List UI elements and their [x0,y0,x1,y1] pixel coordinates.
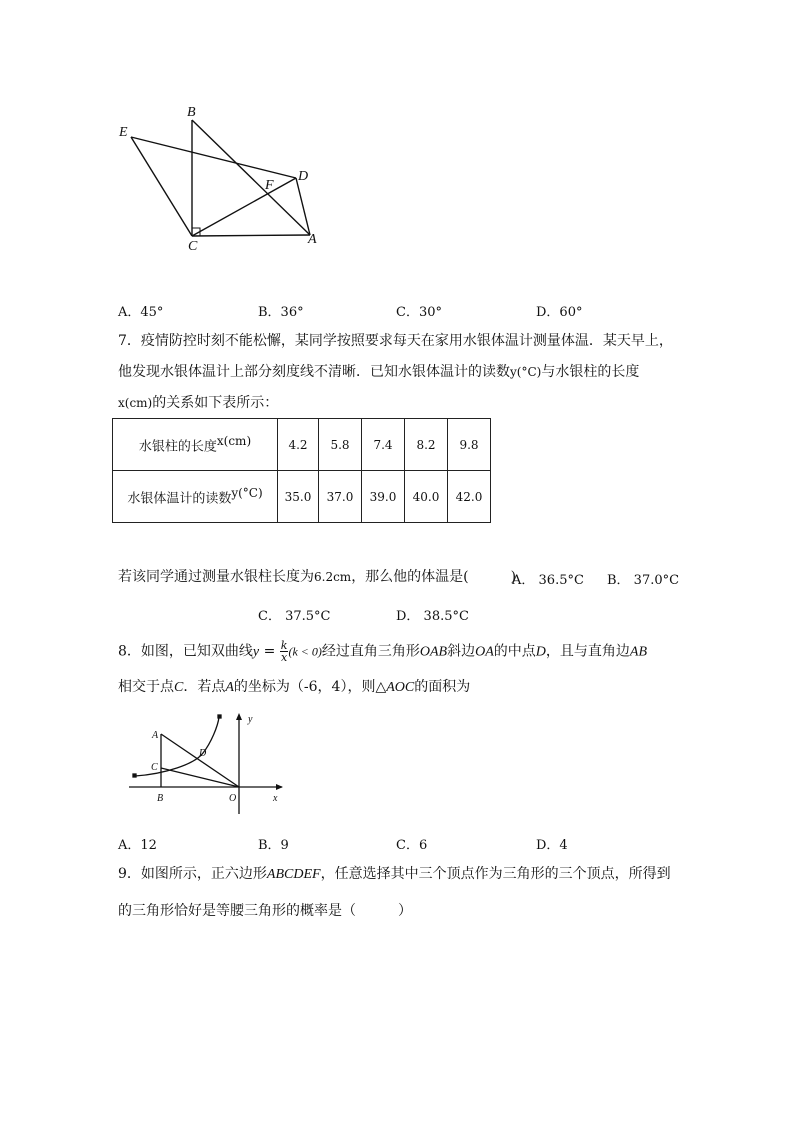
label-e: E [119,125,128,140]
q7-line-3 [118,393,278,413]
q8-line-2 [118,677,470,698]
q7-question-post: ，那么他的体温是( ) [351,569,517,585]
q7-option-c[interactable]: C． 37.5°C [258,609,331,624]
q7-option-b[interactable]: B． 37.0°C [607,573,680,588]
q7-data-table [112,418,491,523]
q8-ab: AB [629,644,647,660]
table-row-length [113,419,491,471]
line-ao [161,734,239,787]
q6-option-c[interactable]: C．30° [396,305,442,320]
fig-label-b: B [157,793,164,804]
q9-hexagon: ABCDEF [266,867,321,882]
q8-coordinate-figure [125,708,295,818]
q9-line-1-post: ，任意选择其中三个顶点作为三角形的三个顶点，所得到 [320,866,671,882]
q8-line-2-mid: ．若点 [183,679,226,695]
row-header-reading [113,471,278,523]
q7-line-1: 7．疫情防控时刻不能松懈，某同学按照要求每天在家用水银体温计测量体温．某天早上， [118,333,673,349]
q8-a: A [225,680,234,695]
table-row-reading [113,471,491,523]
y-axis-arrow [236,713,242,720]
cell-length-5: 9.8 [448,419,491,471]
q7-question-pre: 若该同学通过测量水银柱长度为 [118,569,314,585]
line-ca [192,235,310,236]
q9-line-1-pre: 9．如图所示，正六边形 [118,866,267,882]
q8-mid2: 斜边 [447,643,476,660]
q7-line-2-pre: 他发现水银体温计上部分刻度线不清晰．已知水银体温计的读数 [118,364,510,380]
cell-length-2: 5.8 [319,419,362,471]
q7-line-2-post: 与水银柱的长度 [541,364,640,380]
q8-cond: (k < 0) [288,644,322,659]
label-b: B [187,105,196,120]
cell-length-3: 7.4 [362,419,405,471]
line-da [296,178,310,235]
label-a: A [308,232,317,247]
q8-c: C [174,680,184,695]
curve-end-left [133,774,136,777]
q8-coord: 的坐标为（-6，4），则△ [233,679,387,695]
q8-aoc: AOC [386,680,415,695]
q9-line-2: 的三角形恰好是等腰三角形的概率是（ ） [118,903,412,919]
label-d: D [298,169,309,184]
row-header-reading-var: y(°C) [231,486,263,501]
fig-label-o: O [229,793,237,804]
q8-line-2-pre: 相交于点 [118,679,174,695]
line-ec [131,137,192,236]
q6-option-a[interactable]: A．45° [118,305,164,320]
label-c: C [188,239,198,254]
line-co [161,768,239,787]
q7-option-a[interactable]: A． 36.5°C [512,573,584,588]
q8-oab: OAB [419,644,448,660]
q7-question-value: 6.2cm [314,570,352,584]
row-header-length-var: x(cm) [216,434,252,449]
q8-option-c[interactable]: C．6 [396,838,428,853]
fig-label-d: D [199,748,207,759]
row-header-reading-text: 水银体温计的读数 [127,491,232,507]
cell-reading-1: 35.0 [278,471,319,523]
curve-end-top [218,715,221,718]
q8-mid3: 的中点 [493,643,536,660]
q8-line-1 [118,640,647,663]
q8-eq: = [259,643,280,660]
geometry-figure-1 [110,100,340,260]
q8-line-1-pre: 8．如图，已知双曲线 [118,643,253,660]
fig-label-c: C [151,762,158,773]
q7-question [118,567,516,587]
row-header-length [113,419,278,471]
q6-option-d[interactable]: D．60° [536,305,583,320]
cell-length-1: 4.2 [278,419,319,471]
q6-option-b[interactable]: B．36° [258,305,304,320]
q8-frac-num: k [280,639,288,652]
q9-line-1 [118,864,671,885]
label-f: F [265,178,274,193]
q7-option-d[interactable]: D． 38.5°C [396,609,469,624]
q8-d: D [535,644,546,660]
cell-reading-4: 40.0 [405,471,448,523]
q8-line-2-post: 的面积为 [414,679,471,695]
q8-mid: 经过直角三角形 [321,643,420,660]
fig-label-a: A [152,730,159,741]
cell-reading-3: 39.0 [362,471,405,523]
cell-reading-2: 37.0 [319,471,362,523]
cell-reading-5: 42.0 [448,471,491,523]
cell-length-4: 8.2 [405,419,448,471]
fig-label-y: y [248,714,253,725]
x-axis-arrow [276,784,283,790]
fig-label-x: x [273,793,278,804]
q7-line-3-post: 的关系如下表所示： [152,395,279,411]
q8-post: ，且与直角边 [545,643,630,660]
q7-line-2 [118,362,639,382]
q8-option-d[interactable]: D．4 [536,838,568,853]
line-ed [131,137,296,178]
q8-option-a[interactable]: A．12 [118,838,157,853]
q8-option-b[interactable]: B．9 [258,838,289,853]
hyperbola-curve [135,717,219,776]
q7-line-2-var: y(°C) [510,365,542,379]
q8-oa: OA [475,644,494,660]
q8-frac-den: x [281,651,288,664]
q7-line-3-var: x(cm) [118,396,153,410]
row-header-length-text: 水银柱的长度 [138,439,217,455]
q8-y: y [252,644,260,660]
